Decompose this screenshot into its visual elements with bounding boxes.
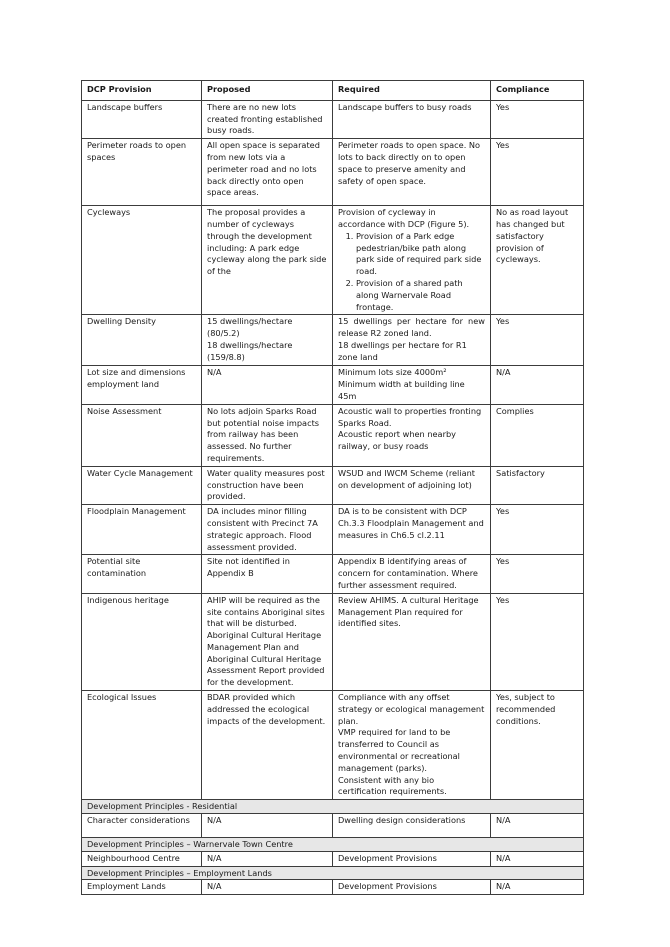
provision-cell: Ecological Issues <box>82 691 202 800</box>
provision-cell: Noise Assessment <box>82 404 202 466</box>
proposed-cell: N/A <box>202 366 333 404</box>
table-row <box>82 100 584 138</box>
compliance-cell: Yes <box>491 555 584 593</box>
compliance-cell: Complies <box>491 404 584 466</box>
table-row <box>82 593 584 690</box>
table-row <box>82 315 584 366</box>
table-row <box>82 466 584 504</box>
required-line: Acoustic wall to properties fronting Sparks Road. <box>338 405 482 428</box>
required-cell: Review AHIMS. A cultural Heritage Management Plan required for identified sites. <box>333 593 491 690</box>
header-dcp-provision: DCP Provision <box>82 81 202 101</box>
required-cell <box>333 691 491 800</box>
compliance-cell: Satisfactory <box>491 466 584 504</box>
proposed-line: 18 dwellings/hectare <box>207 339 293 350</box>
proposed-cell: DA includes minor filling consistent with Precinct 7A strategic approach. Flood assessment provided. <box>202 505 333 555</box>
required-cell <box>333 404 491 466</box>
proposed-line: (80/5.2) <box>207 328 240 339</box>
header-required: Required <box>333 81 491 101</box>
required-cell <box>333 315 491 366</box>
provision-cell: Employment Lands <box>82 880 202 895</box>
dcp-compliance-table <box>81 80 584 895</box>
compliance-cell: Yes <box>491 315 584 366</box>
required-cell <box>333 206 491 315</box>
table-row <box>82 366 584 404</box>
proposed-cell: N/A <box>202 880 333 895</box>
provision-cell: Landscape buffers <box>82 100 202 138</box>
header-compliance: Compliance <box>491 81 584 101</box>
provision-cell: Floodplain Management <box>82 505 202 555</box>
required-line: Compliance with any offset strategy or ecological management plan. <box>338 692 485 726</box>
compliance-cell: Yes <box>491 100 584 138</box>
proposed-cell: AHIP will be required as the site contains Aboriginal sites that will be disturbed. Aboriginal Cultural Heritage Management Plan and Aboriginal Cultural Heritage Assessment Report provided for the development. <box>202 593 333 690</box>
required-cell: WSUD and IWCM Scheme (reliant on development of adjoining lot) <box>333 466 491 504</box>
table-row <box>82 880 584 895</box>
table-row <box>82 555 584 593</box>
required-cell <box>333 366 491 404</box>
required-line: 15 dwellings per hectare for new release R2 zoned land. <box>338 316 485 339</box>
proposed-cell: N/A <box>202 851 333 866</box>
proposed-cell: N/A <box>202 814 333 838</box>
compliance-cell: Yes <box>491 593 584 690</box>
required-cell: Landscape buffers to busy roads <box>333 100 491 138</box>
list-item: 1. Provision of a Park edge pedestrian/bike path along park side of required park side road. <box>356 231 485 278</box>
provision-cell: Lot size and dimensions employment land <box>82 366 202 404</box>
proposed-cell <box>202 315 333 366</box>
required-intro: Provision of cycleway in accordance with DCP (Figure 5). <box>338 207 470 229</box>
provision-cell: Dwelling Density <box>82 315 202 366</box>
required-line: Minimum lots size 4000m² <box>338 367 447 378</box>
provision-cell: Cycleways <box>82 206 202 315</box>
proposed-cell: No lots adjoin Sparks Road but potential noise impacts from railway has been assessed. No further requirements. <box>202 404 333 466</box>
proposed-cell: Site not identified in Appendix B <box>202 555 333 593</box>
table-row <box>82 691 584 800</box>
proposed-cell: Water quality measures post construction have been provided. <box>202 466 333 504</box>
compliance-cell: N/A <box>491 880 584 895</box>
required-line: Consistent with any bio certification requirements. <box>338 774 447 797</box>
compliance-cell: Yes <box>491 139 584 206</box>
proposed-cell: BDAR provided which addressed the ecological impacts of the development. <box>202 691 333 800</box>
table-row <box>82 814 584 838</box>
table-row <box>82 404 584 466</box>
required-line: 18 dwellings per hectare for R1 zone land <box>338 339 467 362</box>
provision-cell: Perimeter roads to open spaces <box>82 139 202 206</box>
section-row <box>82 800 584 814</box>
section-row <box>82 838 584 852</box>
compliance-cell: No as road layout has changed but satisfactory provision of cycleways. <box>491 206 584 315</box>
compliance-cell: Yes, subject to recommended conditions. <box>491 691 584 800</box>
required-line: Minimum width at building line 45m <box>338 379 465 401</box>
section-title: Development Principles – Employment Lands <box>82 866 584 880</box>
table-row <box>82 139 584 206</box>
required-cell: Dwelling design considerations <box>333 814 491 838</box>
provision-cell: Neighbourhood Centre <box>82 851 202 866</box>
compliance-cell: N/A <box>491 814 584 838</box>
required-cell: Development Provisions <box>333 851 491 866</box>
compliance-cell: N/A <box>491 851 584 866</box>
compliance-cell: Yes <box>491 505 584 555</box>
required-line: VMP required for land to be transferred to Council as environmental or recreational management (parks). <box>338 727 460 773</box>
table-row <box>82 505 584 555</box>
required-list <box>338 231 485 314</box>
section-title: Development Principles – Warnervale Town Centre <box>82 838 584 852</box>
section-row <box>82 866 584 880</box>
required-cell: Perimeter roads to open space. No lots to back directly on to open space to preserve amenity and safety of open space. <box>333 139 491 206</box>
required-cell: DA is to be consistent with DCP Ch.3.3 Floodplain Management and measures in Ch6.5 cl.2.11 <box>333 505 491 555</box>
compliance-cell: N/A <box>491 366 584 404</box>
required-line: Acoustic report when nearby railway, or busy roads <box>338 429 456 452</box>
proposed-cell: The proposal provides a number of cycleways through the development including: A park edge cycleway along the park side of the <box>202 206 333 315</box>
provision-cell: Potential site contamination <box>82 555 202 593</box>
required-cell: Development Provisions <box>333 880 491 895</box>
provision-cell: Character considerations <box>82 814 202 838</box>
table-row <box>82 206 584 315</box>
proposed-line: 15 dwellings/hectare <box>207 316 293 327</box>
table-header-row <box>82 81 584 101</box>
provision-cell: Indigenous heritage <box>82 593 202 690</box>
proposed-cell: There are no new lots created fronting established busy roads. <box>202 100 333 138</box>
list-item: 2. Provision of a shared path along Warnervale Road frontage. <box>356 278 485 313</box>
header-proposed: Proposed <box>202 81 333 101</box>
table-row <box>82 851 584 866</box>
provision-cell: Water Cycle Management <box>82 466 202 504</box>
required-cell: Appendix B identifying areas of concern for contamination. Where further assessment required. <box>333 555 491 593</box>
proposed-cell: All open space is separated from new lots via a perimeter road and no lots back directly onto open space areas. <box>202 139 333 206</box>
section-title: Development Principles - Residential <box>82 800 584 814</box>
proposed-line: (159/8.8) <box>207 351 245 362</box>
